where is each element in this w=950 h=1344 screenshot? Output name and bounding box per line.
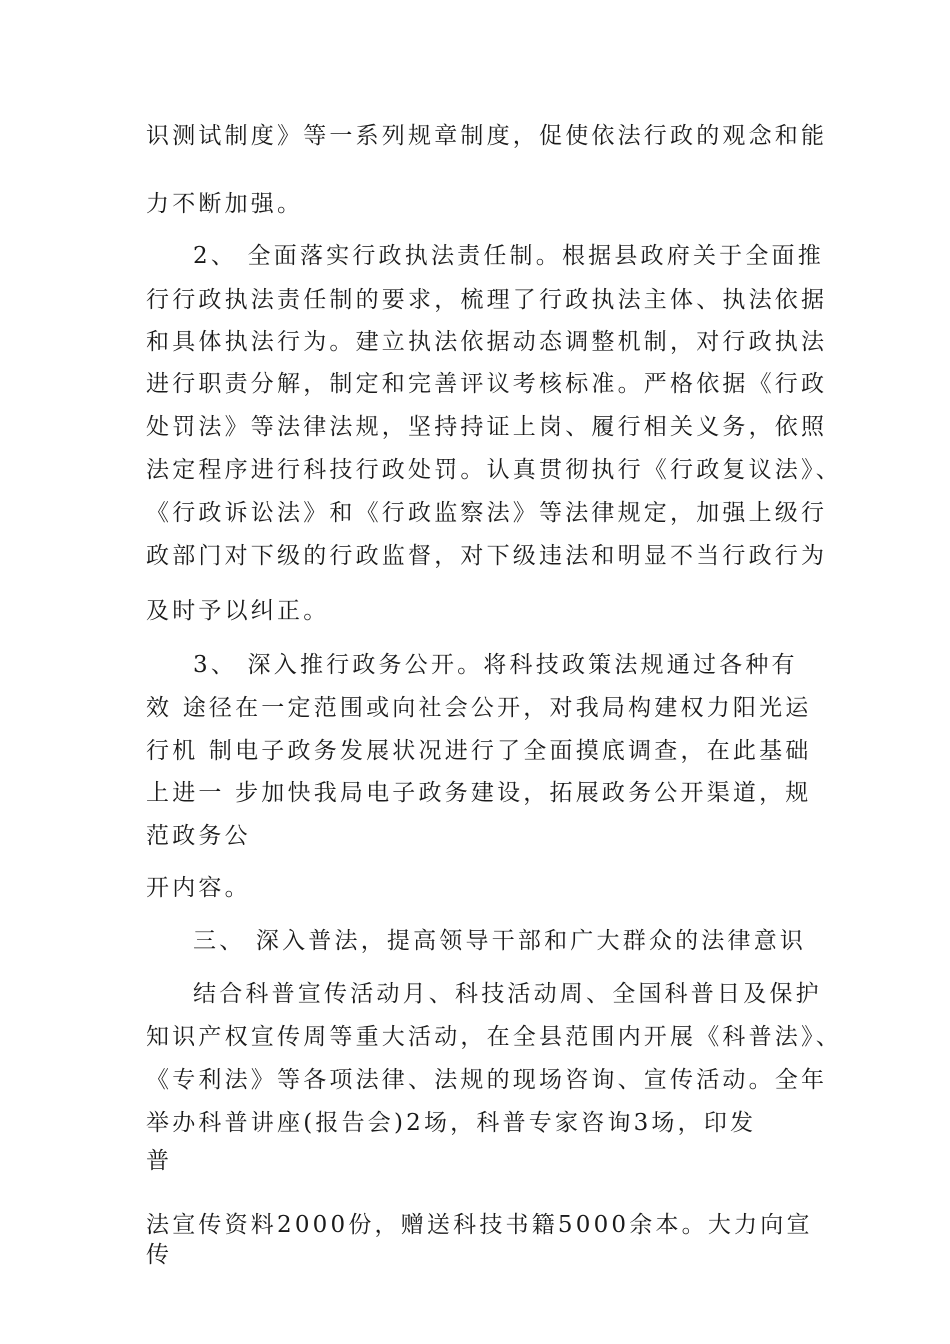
text-line: 处罚法》等法律法规，坚持持证上岗、履行相关义务，依照 xyxy=(146,414,828,440)
text-line: 范政务公 xyxy=(146,823,251,849)
text-line: 识测试制度》等一系列规章制度，促使依法行政的观念和能 xyxy=(146,123,828,149)
text-line: 2、 全面落实行政执法责任制。根据县政府关于全面推 xyxy=(193,243,824,269)
text-line: 《专利法》等各项法律、法规的现场咨询、宣传活动。全年 xyxy=(146,1067,828,1093)
text-line: 开内容。 xyxy=(146,875,251,901)
text-line: 上进一 步加快我局电子政务建设，拓展政务公开渠道，规 xyxy=(146,780,812,806)
text-line: 法定程序进行科技行政处罚。认真贯彻执行《行政复议法》、 xyxy=(146,457,842,483)
text-line: 举办科普讲座(报告会)2场，科普专家咨询3场，印发 xyxy=(146,1110,757,1136)
text-line: 和具体执法行为。建立执法依据动态调整机制，对行政执法 xyxy=(146,329,828,355)
text-line: 进行职责分解，制定和完善评议考核标准。严格依据《行政 xyxy=(146,371,828,397)
text-line: 法宣传资料2000份，赠送科技书籍5000余本。大力向宣 xyxy=(146,1212,813,1238)
text-line: 结合科普宣传活动月、科技活动周、全国科普日及保护 xyxy=(193,981,822,1007)
text-line: 普 xyxy=(146,1148,173,1174)
text-line: 《行政诉讼法》和《行政监察法》等法律规定，加强上级行 xyxy=(146,500,828,526)
text-line: 3、 深入推行政务公开。将科技政策法规通过各种有 xyxy=(193,652,798,678)
text-line: 效 途径在一定范围或向社会公开，对我局构建权力阳光运 xyxy=(146,695,812,721)
text-line: 政部门对下级的行政监督，对下级违法和明显不当行政行为 xyxy=(146,543,828,569)
text-line: 力不断加强。 xyxy=(146,191,304,217)
text-line: 行行政执法责任制的要求，梳理了行政执法主体、执法依据 xyxy=(146,287,828,313)
text-line: 传 xyxy=(146,1242,173,1268)
text-line: 行机 制电子政务发展状况进行了全面摸底调查，在此基础 xyxy=(146,738,812,764)
text-line: 知识产权宣传周等重大活动，在全县范围内开展《科普法》、 xyxy=(146,1024,842,1050)
text-line: 及时予以纠正。 xyxy=(146,598,330,624)
section-heading: 三、 深入普法，提高领导干部和广大群众的法律意识 xyxy=(193,928,807,954)
